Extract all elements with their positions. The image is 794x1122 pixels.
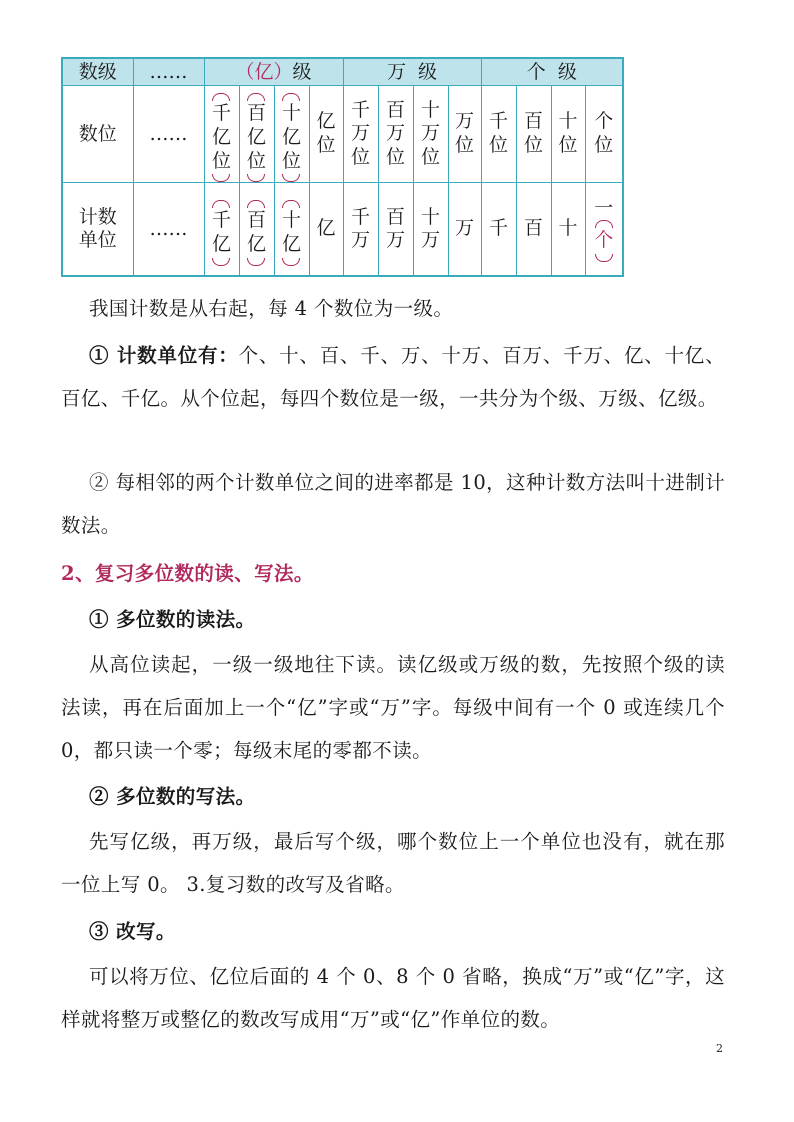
units-label-line2: 单位	[78, 229, 117, 252]
section-heading-2	[61, 552, 725, 595]
level-label: 数级	[62, 58, 133, 86]
digit-cell-char: 十	[420, 98, 440, 121]
unit-cell	[239, 183, 274, 277]
digit-cell-char: 千	[489, 110, 509, 133]
unit-cell-stack	[247, 200, 266, 266]
digit-cell	[309, 86, 343, 183]
unit-cell-stack	[351, 206, 370, 254]
unit-cell	[551, 183, 585, 277]
unit-cell	[481, 183, 516, 277]
paren-top-mark	[595, 220, 613, 228]
digit-cell-char: 万	[385, 122, 405, 145]
unit-cell-content	[524, 217, 543, 241]
paren-top-mark	[282, 200, 300, 208]
unit-cell-content	[489, 217, 508, 241]
digits-dots: ……	[133, 86, 204, 183]
digit-cell-char: 位	[489, 134, 509, 157]
digit-cell-content	[594, 110, 613, 158]
page-number: 2	[716, 1042, 723, 1055]
unit-cell-stack	[421, 206, 440, 254]
paren-top-mark	[212, 200, 230, 208]
digit-cell-char: 千	[211, 102, 231, 124]
digit-cell-stack	[524, 110, 543, 158]
paren-bottom-mark	[247, 258, 265, 266]
digit-cell-stack	[594, 110, 613, 158]
digit-cell-char: 位	[281, 149, 301, 172]
digit-cell-char: 位	[524, 134, 544, 157]
wan-level-header: 万 级	[343, 58, 481, 86]
digit-cell	[274, 86, 309, 183]
unit-cell-char: 个	[594, 229, 614, 252]
digit-cell	[481, 86, 516, 183]
digit-cell	[516, 86, 551, 183]
digit-cell-char: 位	[246, 149, 266, 172]
header-dots: ……	[133, 58, 204, 86]
paragraph-writing: 先写亿级，再万级，最后写个级，哪个数位上一个单位也没有，就在那一位上写 0。 3.复习数的改写及省略。	[61, 830, 725, 896]
unit-cell-content	[421, 206, 440, 254]
unit-cell	[413, 183, 448, 277]
paren-bottom-mark	[247, 174, 265, 182]
digit-cell-stack	[316, 110, 335, 158]
unit-cell	[516, 183, 551, 277]
units-label-line1: 计数	[78, 205, 117, 228]
digit-cell-char: 万	[455, 110, 475, 133]
yi-level-header	[204, 58, 343, 86]
digit-cell-stack	[282, 93, 301, 182]
digit-cell-char: 百	[385, 98, 405, 121]
unit-cell-char: 亿	[246, 232, 266, 255]
units-text: 个、十、百、千、万、十万、百万、千万、亿、十亿、百亿、千亿。从个位起，每四个数位是一级，一共分为个级、万级、亿级。	[61, 344, 725, 410]
unit-cell-char: 百	[385, 205, 405, 228]
digit-cell-char: 万	[350, 122, 370, 145]
digit-cell	[413, 86, 448, 183]
unit-cell-content	[316, 217, 335, 241]
unit-cell-content	[282, 200, 301, 266]
unit-cell-content	[386, 206, 405, 254]
digit-cell-char: 百	[524, 110, 544, 133]
digit-cell-content	[455, 110, 474, 158]
yi-paren-close: ）	[273, 60, 293, 83]
digit-cell-content	[282, 93, 301, 182]
unit-cell-stack	[524, 217, 543, 241]
heading-reading: ① 多位数的读法。	[89, 608, 256, 631]
unit-cell-stack	[212, 200, 231, 266]
digit-cell-stack	[489, 110, 508, 158]
digit-cell	[448, 86, 481, 183]
paren-bottom-mark	[282, 174, 300, 182]
unit-cell-stack	[386, 206, 405, 254]
unit-cell-char: 一	[594, 196, 614, 219]
digit-cell-char: 个	[594, 110, 614, 133]
digit-cell	[378, 86, 413, 183]
digit-cell-char: 位	[316, 134, 336, 157]
heading-rewrite: ③ 改写。	[89, 920, 176, 943]
unit-cell-char: 十	[420, 205, 440, 228]
digit-cell-char: 亿	[246, 125, 266, 148]
unit-cell	[309, 183, 343, 277]
unit-cell-char: 千	[489, 217, 509, 240]
unit-cell-content	[212, 200, 231, 266]
place-value-table	[61, 57, 624, 277]
unit-cell-stack	[594, 197, 613, 263]
paragraph-intro: 我国计数是从右起，每 4 个数位为一级。	[89, 297, 454, 320]
unit-cell-char: 亿	[316, 217, 336, 240]
digit-cell-content	[316, 110, 335, 158]
units-heading: ① 计数单位有：	[89, 344, 239, 367]
digit-cell-char: 位	[420, 146, 440, 168]
digit-cell-char: 位	[211, 149, 231, 172]
unit-cell-stack	[282, 200, 301, 266]
paren-top-mark	[282, 93, 300, 101]
paren-top-mark	[247, 200, 265, 208]
digit-cell-stack	[559, 110, 578, 158]
digit-cell-char: 位	[385, 146, 405, 168]
unit-cell-char: 十	[558, 217, 578, 240]
digit-cell-content	[489, 110, 508, 158]
digit-cell-char: 千	[350, 98, 370, 121]
unit-cell-content	[559, 217, 578, 241]
paren-top-mark	[247, 93, 265, 101]
digit-cell-char: 十	[281, 102, 301, 124]
paren-bottom-mark	[212, 174, 230, 182]
unit-cell	[378, 183, 413, 277]
unit-cell-stack	[455, 217, 474, 241]
digit-cell	[551, 86, 585, 183]
digit-cell-char: 万	[420, 122, 440, 145]
unit-cell-content	[594, 197, 613, 263]
digit-cell	[585, 86, 623, 183]
digit-cell-content	[386, 99, 405, 170]
unit-cell-char: 万	[420, 229, 440, 252]
paren-bottom-mark	[282, 258, 300, 266]
digit-cell-content	[247, 93, 266, 182]
digit-cell-char: 位	[350, 146, 370, 168]
digit-cell-char: 位	[594, 134, 614, 157]
unit-cell-char: 万	[350, 229, 370, 252]
digit-cell-char: 亿	[211, 125, 231, 148]
digit-cell-stack	[247, 93, 266, 182]
units-row	[62, 183, 623, 277]
digit-cell-content	[212, 93, 231, 182]
digit-cell-stack	[386, 99, 405, 170]
unit-cell-char: 百	[246, 209, 266, 231]
digit-cell-stack	[455, 110, 474, 158]
digit-cell	[204, 86, 239, 183]
paren-bottom-mark	[595, 254, 613, 262]
digit-cell-content	[421, 99, 440, 170]
unit-cell-char: 万	[385, 229, 405, 252]
digit-cell-char: 位	[558, 134, 578, 157]
yi-suffix: 级	[292, 60, 312, 83]
unit-cell-char: 千	[350, 205, 370, 228]
unit-cell-char: 万	[455, 217, 475, 240]
paren-top-mark	[212, 93, 230, 101]
yi-paren-open: （	[235, 60, 255, 83]
unit-cell-stack	[559, 217, 578, 241]
unit-cell-stack	[316, 217, 335, 241]
digit-cell-stack	[351, 99, 370, 170]
digit-cell-stack	[421, 99, 440, 170]
table-header-row	[62, 58, 623, 86]
paragraph-reading: 从高位读起，一级一级地往下读。读亿级或万级的数，先按照个级的读法读，再在后面加上一个“亿”字或“万”字。每级中间有一个 0 或连续几个 0，都只读一个零；每级末尾的零都不读。	[61, 653, 725, 762]
unit-cell-stack	[489, 217, 508, 241]
digit-cell-char: 亿	[281, 125, 301, 148]
unit-cell-char: 千	[211, 209, 231, 231]
paragraph-units	[61, 334, 725, 420]
unit-cell	[343, 183, 378, 277]
unit-cell-content	[247, 200, 266, 266]
digit-cell-char: 百	[246, 102, 266, 124]
digit-cell-char: 亿	[316, 110, 336, 133]
units-dots: ……	[133, 183, 204, 277]
digit-cell-char: 十	[558, 110, 578, 133]
paren-bottom-mark	[212, 258, 230, 266]
unit-cell	[274, 183, 309, 277]
digit-cell	[239, 86, 274, 183]
digits-label: 数位	[62, 86, 133, 183]
unit-cell-char: 十	[281, 209, 301, 231]
unit-cell	[204, 183, 239, 277]
unit-cell-content	[351, 206, 370, 254]
heading-writing: ② 多位数的写法。	[89, 785, 256, 808]
digit-cell-content	[559, 110, 578, 158]
unit-cell-char: 亿	[211, 232, 231, 255]
unit-cell-char: 亿	[281, 232, 301, 255]
digits-row	[62, 86, 623, 183]
unit-cell-content	[455, 217, 474, 241]
yi-word: 亿	[254, 60, 274, 83]
unit-cell	[448, 183, 481, 277]
paragraph-rewrite: 可以将万位、亿位后面的 4 个 0、8 个 0 省略，换成“万”或“亿”字，这样就将整万或整亿的数改写成用“万”或“亿”作单位的数。	[61, 965, 725, 1031]
digit-cell-content	[524, 110, 543, 158]
unit-cell-char: 百	[524, 217, 544, 240]
ge-level-header: 个 级	[481, 58, 623, 86]
paragraph-decimal: ② 每相邻的两个计数单位之间的进率都是 10，这种计数方法叫十进制计数法。	[61, 471, 725, 537]
section-heading-2-text: 2、复习多位数的读、写法。	[61, 562, 314, 585]
digit-cell-stack	[212, 93, 231, 182]
digit-cell-char: 位	[455, 134, 475, 157]
digit-cell-content	[351, 99, 370, 170]
digit-cell	[343, 86, 378, 183]
unit-cell	[585, 183, 623, 277]
units-label	[62, 183, 133, 277]
